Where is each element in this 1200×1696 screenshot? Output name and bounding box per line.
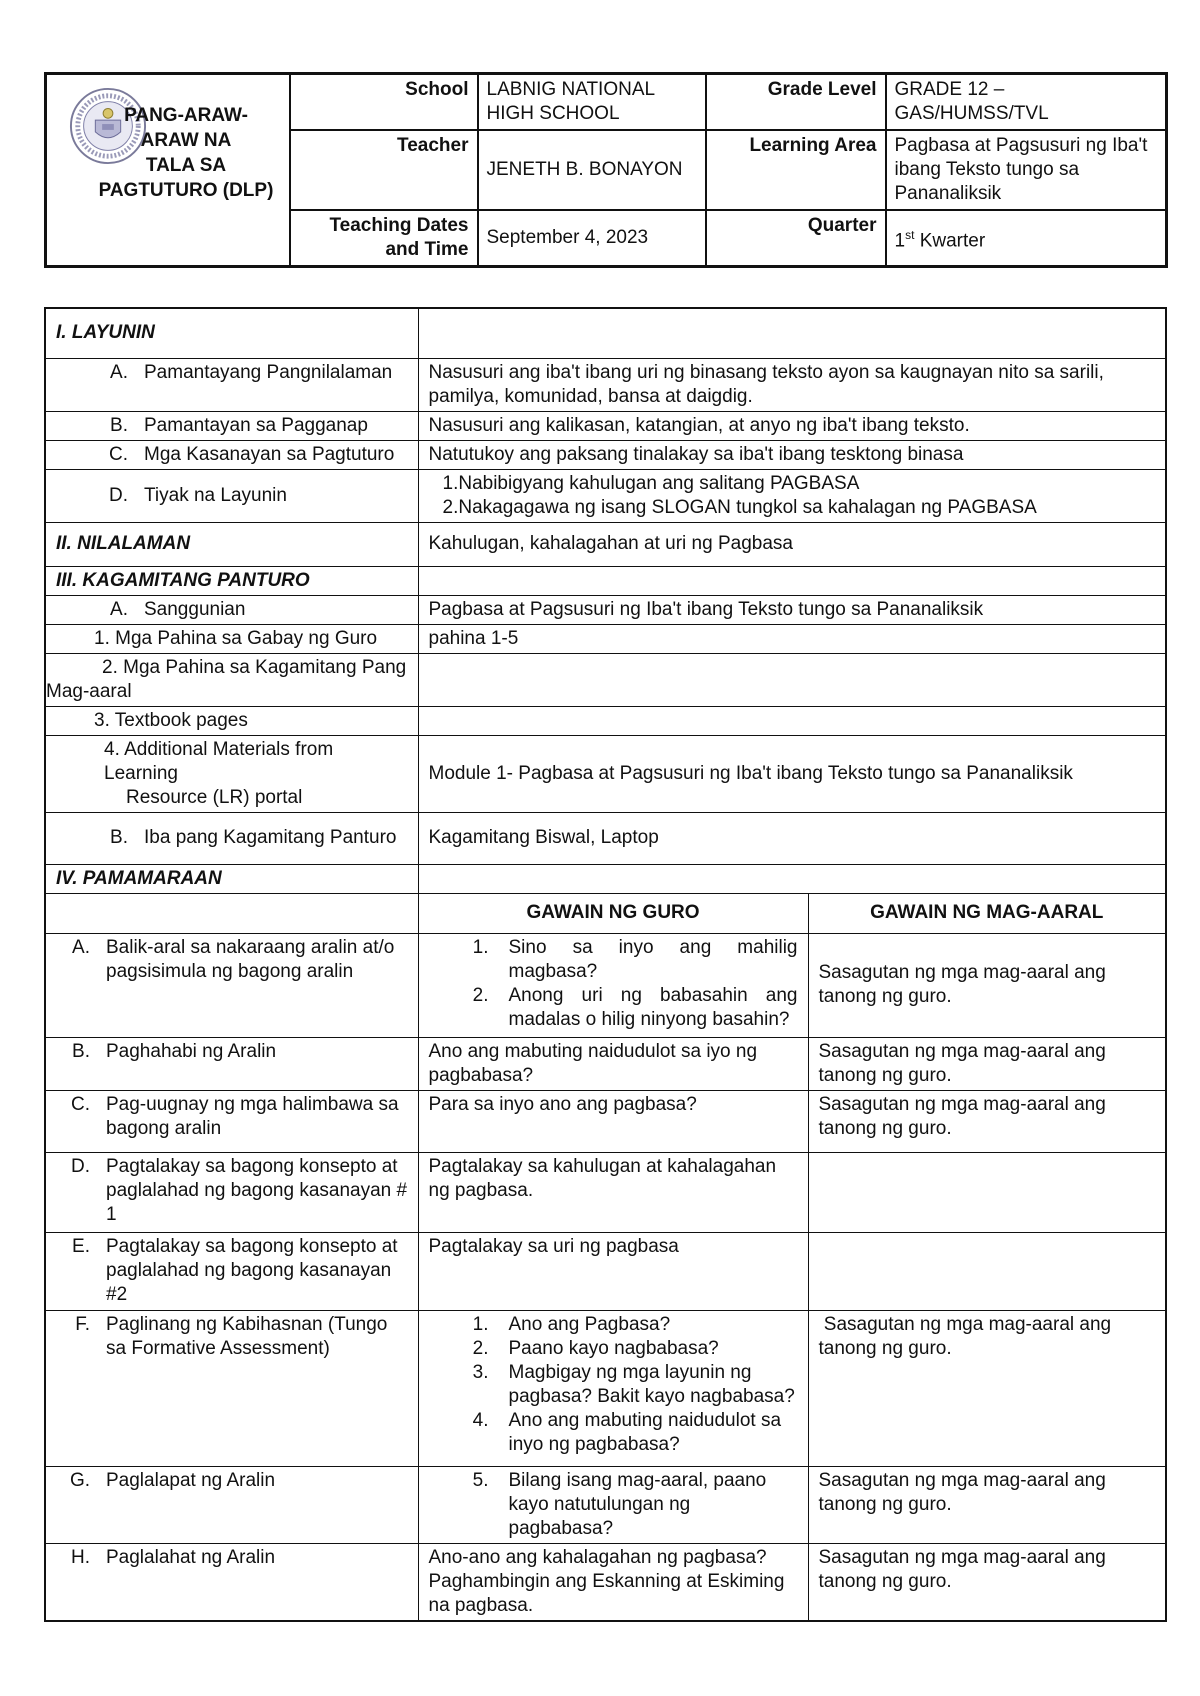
header-table (44, 72, 1168, 268)
row-label: Pamantayang Pangnilalaman (144, 361, 393, 383)
quarter-value (886, 210, 1167, 267)
procedure-b-label (45, 1037, 418, 1090)
additional-label (45, 735, 418, 812)
pamamaraan-heading: IV. PAMAMARAAN (45, 864, 418, 893)
question-number: 4. (472, 1409, 489, 1431)
question-number: 3. (472, 1361, 489, 1383)
learning-area-label: Learning Area (706, 130, 886, 210)
procedure-f-guro (418, 1310, 808, 1466)
question-text: Magbigay ng mga layunin ng pagbasa? Bakit kayo nagbabasa? (508, 1361, 795, 1407)
layunin-row-a-label (45, 358, 418, 411)
row-letter: D. (109, 484, 128, 506)
row-letter: E. (72, 1235, 90, 1257)
school-label: School (290, 74, 478, 131)
procedure-h-guro: Ano-ano ang kahalagahan ng pagbasa? Paghambingin ang Eskanning at Eskiming na pagbasa. (418, 1543, 808, 1621)
row-letter: B. (110, 827, 128, 848)
question-item (429, 1469, 798, 1541)
procedure-d-label (45, 1152, 418, 1232)
procedure-d-guro: Pagtalakay sa kahulugan at kahalagahan ng pagbasa. (418, 1152, 808, 1232)
procedure-h-label (45, 1543, 418, 1621)
procedure-g-guro (418, 1466, 808, 1543)
objective-1: 1.Nabibigyang kahulugan ang salitang PAGBASA (442, 472, 860, 494)
procedure-h-mag-aaral: Sasagutan ng mga mag-aaral ang tanong ng guro. (808, 1543, 1166, 1621)
question-number: 1. (472, 936, 489, 958)
mag-aaral-label-line: Mag-aaral (46, 680, 132, 702)
teaching-dates-value: September 4, 2023 (478, 210, 706, 267)
row-letter: F. (75, 1313, 90, 1335)
procedure-e-mag-aaral (808, 1232, 1166, 1310)
question-item (429, 984, 798, 1032)
teacher-label: Teacher (290, 130, 478, 210)
objective-2: 2.Nakagagawa ng isang SLOGAN tungkol sa kahalagan ng PAGBASA (442, 496, 1037, 518)
row-letter: D. (71, 1155, 90, 1177)
textbook-label: 3. Textbook pages (45, 706, 418, 735)
pamamaraan-blank-header (45, 893, 418, 933)
question-item (429, 936, 798, 984)
kagamitan-heading-blank (418, 566, 1166, 595)
textbook-value (418, 706, 1166, 735)
gabay-guro-value: pahina 1-5 (418, 624, 1166, 653)
procedure-g-mag-aaral: Sasagutan ng mga mag-aaral ang tanong ng guro. (808, 1466, 1166, 1543)
quarter-number: 1 (894, 230, 906, 252)
gawain-guro-header: GAWAIN NG GURO (418, 893, 808, 933)
additional-value: Module 1- Pagbasa at Pagsusuri ng Iba't ibang Teksto tungo sa Pananaliksik (418, 735, 1166, 812)
question-number: 5. (472, 1469, 489, 1491)
question-text: Ano ang Pagbasa? (508, 1313, 671, 1335)
row-label: Paglalahat ng Aralin (106, 1546, 276, 1568)
dlp-title-line: PAGTUTURO (DLP) (98, 180, 274, 201)
row-letter: A. (72, 936, 90, 958)
row-letter: B. (110, 414, 128, 436)
learning-area-value: Pagbasa at Pagsusuri ng Iba't ibang Teksto tungo sa Pananaliksik (886, 130, 1167, 210)
quarter-text: Kwarter (919, 230, 986, 252)
layunin-row-a-value: Nasusuri ang iba't ibang uri ng binasang teksto ayon sa kaugnayan nito sa sarili, pamilya, komunidad, bansa at daigdig. (418, 358, 1166, 411)
row-label: Mga Kasanayan sa Pagtuturo (144, 443, 395, 465)
procedure-a-mag-aaral: Sasagutan ng mga mag-aaral ang tanong ng guro. (808, 933, 1166, 1037)
row-label: Pagtalakay sa bagong konsepto at paglalahad ng bagong kasanayan # 1 (106, 1155, 408, 1225)
row-label: Iba pang Kagamitang Panturo (144, 827, 397, 848)
nilalaman-heading: II. NILALAMAN (45, 522, 418, 566)
lesson-table (44, 307, 1167, 1622)
question-text: Anong uri ng babasahin ang madalas o hilig ninyong basahin? (508, 984, 798, 1030)
quarter-label: Quarter (706, 210, 886, 267)
dlp-title-line: PANG-ARAW- (124, 105, 248, 126)
question-text: Bilang isang mag-aaral, paano kayo natutulungan ng pagbabasa? (508, 1469, 767, 1539)
question-item (429, 1409, 798, 1457)
layunin-row-d-value (418, 469, 1166, 522)
layunin-row-c-value: Natutukoy ang paksang tinalakay sa iba't ibang tesktong binasa (418, 440, 1166, 469)
question-item (429, 1337, 798, 1361)
iba-kagamitan-label (45, 812, 418, 864)
procedure-c-label (45, 1090, 418, 1152)
row-label: Balik-aral sa nakaraang aralin at/o pagsisimula ng bagong aralin (106, 936, 395, 982)
mag-aaral-value (418, 653, 1166, 706)
procedure-a-guro (418, 933, 808, 1037)
row-label: Paglinang ng Kabihasnan (Tungo sa Formative Assessment) (106, 1313, 388, 1359)
procedure-b-guro: Ano ang mabuting naidudulot sa iyo ng pagbabasa? (418, 1037, 808, 1090)
procedure-g-label (45, 1466, 418, 1543)
additional-label-line: Resource (LR) portal (126, 786, 303, 808)
row-label: Paglalapat ng Aralin (106, 1469, 276, 1491)
row-letter: C. (71, 1093, 90, 1115)
layunin-row-c-label (45, 440, 418, 469)
layunin-row-b-label (45, 411, 418, 440)
dlp-title-cell (46, 74, 290, 267)
dlp-title-line: TALA SA (145, 155, 227, 176)
grade-level-label: Grade Level (706, 74, 886, 131)
mag-aaral-label (45, 653, 418, 706)
nilalaman-value: Kahulugan, kahalagahan at uri ng Pagbasa (418, 522, 1166, 566)
procedure-c-mag-aaral: Sasagutan ng mga mag-aaral ang tanong ng guro. (808, 1090, 1166, 1152)
additional-label-line: 4. Additional Materials from Learning (104, 738, 334, 784)
procedure-f-label (45, 1310, 418, 1466)
mag-aaral-label-line: 2. Mga Pahina sa Kagamitang Pang (102, 656, 407, 678)
sanggunian-value: Pagbasa at Pagsusuri ng Iba't ibang Teksto tungo sa Pananaliksik (418, 595, 1166, 624)
kagamitan-heading: III. KAGAMITANG PANTURO (45, 566, 418, 595)
layunin-row-d-label (45, 469, 418, 522)
question-text: Ano ang mabuting naidudulot sa inyo ng pagbabasa? (508, 1409, 782, 1455)
question-number: 1. (472, 1313, 489, 1335)
pamamaraan-heading-blank (418, 864, 1166, 893)
layunin-row-b-value: Nasusuri ang kalikasan, katangian, at anyo ng iba't ibang teksto. (418, 411, 1166, 440)
question-text: Paano kayo nagbabasa? (508, 1337, 719, 1359)
teacher-value: JENETH B. BONAYON (478, 130, 706, 210)
row-letter: A. (110, 598, 128, 620)
row-letter: G. (69, 1469, 90, 1491)
quarter-suffix: st (905, 227, 915, 242)
row-letter: B. (72, 1040, 90, 1062)
procedure-e-guro: Pagtalakay sa uri ng pagbasa (418, 1232, 808, 1310)
row-label: Paghahabi ng Aralin (106, 1040, 277, 1062)
row-label: Pamantayan sa Pagganap (144, 414, 368, 436)
dlp-title-line: ARAW NA (140, 130, 232, 151)
question-number: 2. (472, 984, 489, 1006)
question-item (429, 1313, 798, 1337)
procedure-a-label (45, 933, 418, 1037)
row-label: Tiyak na Layunin (144, 484, 287, 506)
row-label: Pagtalakay sa bagong konsepto at paglalahad ng bagong kasanayan #2 (106, 1235, 398, 1305)
procedure-d-mag-aaral (808, 1152, 1166, 1232)
grade-level-value: GRADE 12 – GAS/HUMSS/TVL (886, 74, 1167, 131)
gawain-mag-aaral-header: GAWAIN NG MAG-AARAL (808, 893, 1166, 933)
layunin-heading-blank (418, 308, 1166, 358)
layunin-heading: I. LAYUNIN (45, 308, 418, 358)
school-value: LABNIG NATIONAL HIGH SCHOOL (478, 74, 706, 131)
dlp-title (81, 103, 291, 203)
row-letter: H. (71, 1546, 90, 1568)
gabay-guro-label: 1. Mga Pahina sa Gabay ng Guro (45, 624, 418, 653)
row-letter: C. (109, 443, 128, 465)
iba-kagamitan-value: Kagamitang Biswal, Laptop (418, 812, 1166, 864)
procedure-f-mag-aaral: Sasagutan ng mga mag-aaral ang tanong ng guro. (808, 1310, 1166, 1466)
question-number: 2. (472, 1337, 489, 1359)
row-letter: A. (110, 361, 128, 383)
procedure-b-mag-aaral: Sasagutan ng mga mag-aaral ang tanong ng guro. (808, 1037, 1166, 1090)
sanggunian-label (45, 595, 418, 624)
teaching-dates-label: Teaching Dates and Time (290, 210, 478, 267)
procedure-e-label (45, 1232, 418, 1310)
question-text: Sino sa inyo ang mahilig magbasa? (508, 936, 798, 982)
row-label: Sanggunian (144, 598, 246, 620)
question-item (429, 1361, 798, 1409)
procedure-c-guro: Para sa inyo ano ang pagbasa? (418, 1090, 808, 1152)
row-label: Pag-uugnay ng mga halimbawa sa bagong aralin (106, 1093, 399, 1139)
